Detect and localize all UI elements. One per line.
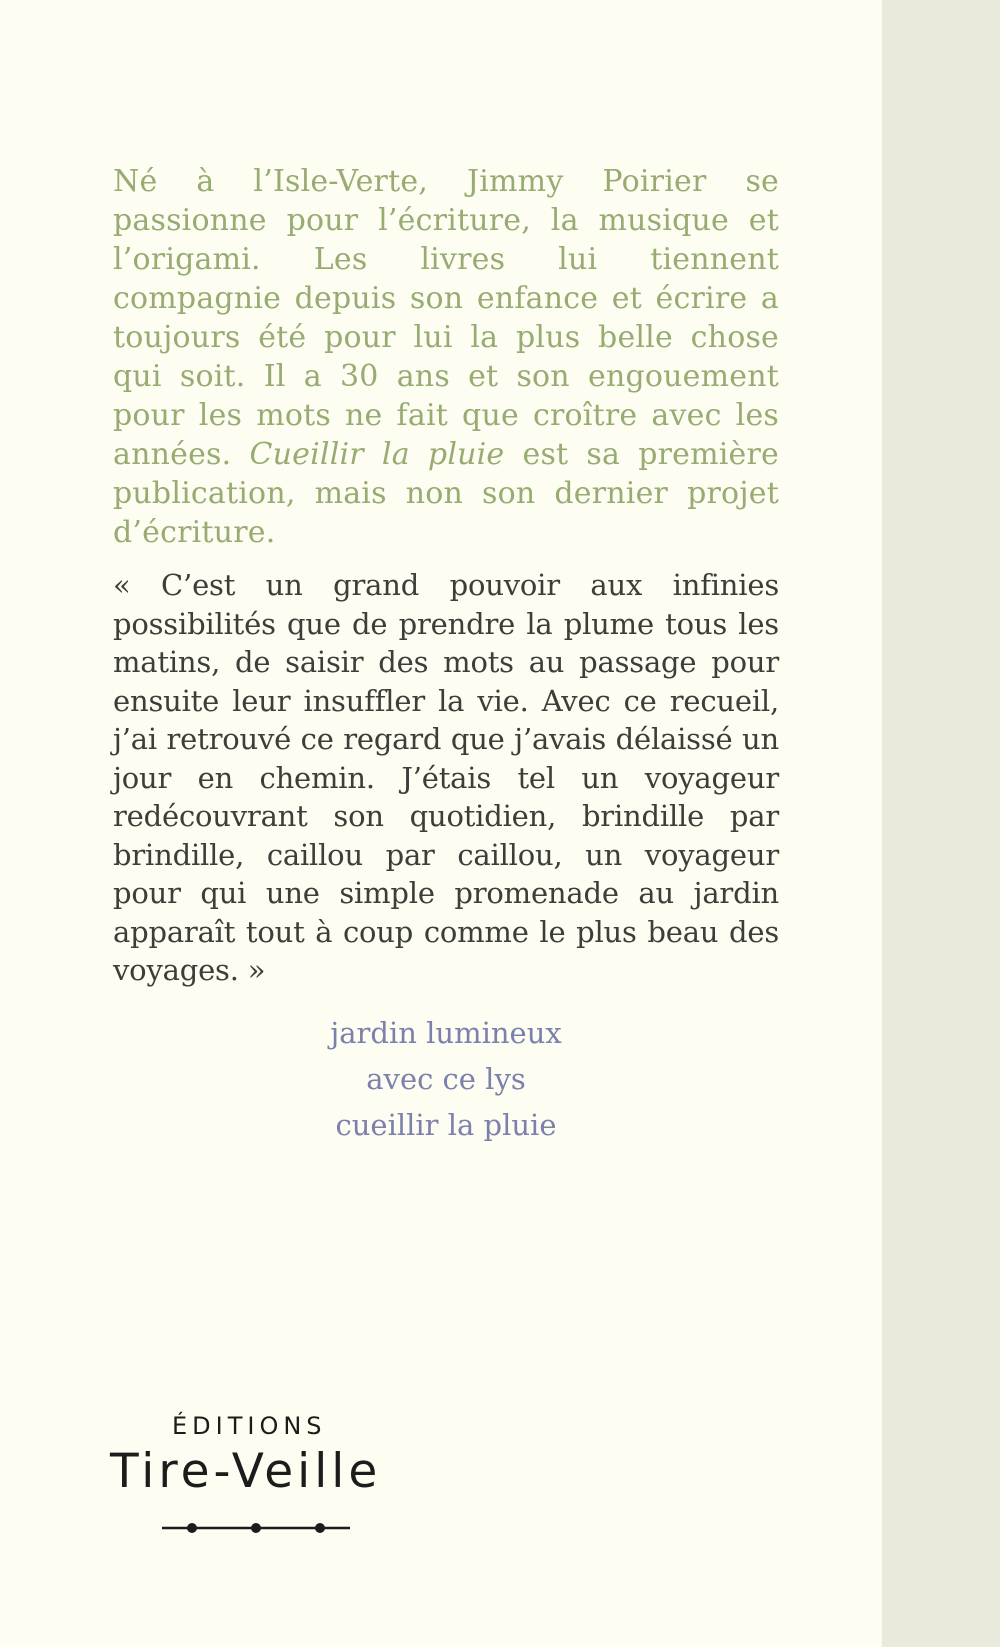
author-bio-text: Né à l’Isle-Verte, Jimmy Poirier se passionne pour l’écriture, la musique et l’origami. Les livres lui tiennent compagnie depuis son enfance et écrire a toujours été pour lui la plus belle chose qui soit. Il a 30 ans et son engouement pour les mots ne fait que croître avec les années.	[113, 164, 779, 472]
haiku-line: cueillir la pluie	[335, 1108, 557, 1142]
publisher-logo	[110, 1410, 420, 1500]
haiku-line: avec ce lys	[366, 1062, 526, 1096]
author-bio-text-end: est sa première publication, mais non son dernier projet d’écriture.	[113, 437, 779, 550]
book-title: Cueillir la pluie	[249, 437, 505, 472]
cover-edge-strip	[882, 0, 1000, 1647]
haiku-line: jardin lumineux	[330, 1016, 562, 1050]
haiku	[246, 1010, 646, 1148]
dotted-rule-icon	[162, 1522, 350, 1534]
author-quote: « C’est un grand pouvoir aux infinies possibilités que de prendre la plume tous les matins, de saisir des mots au passage pour ensuite leur insuffler la vie. Avec ce recueil, j’ai retrouvé ce regard que j’avais délaissé un jour en chemin. J’étais tel un voyageur redécouvrant son quotidien, brindille par brindille, caillou par caillou, un voyageur pour qui une simple promenade au jardin apparaît tout à coup comme le plus beau des voyages. »	[113, 568, 779, 987]
publisher-label: ÉDITIONS	[172, 1412, 327, 1440]
author-bio	[113, 162, 779, 552]
publisher-name: Tire-Veille	[110, 1444, 382, 1499]
